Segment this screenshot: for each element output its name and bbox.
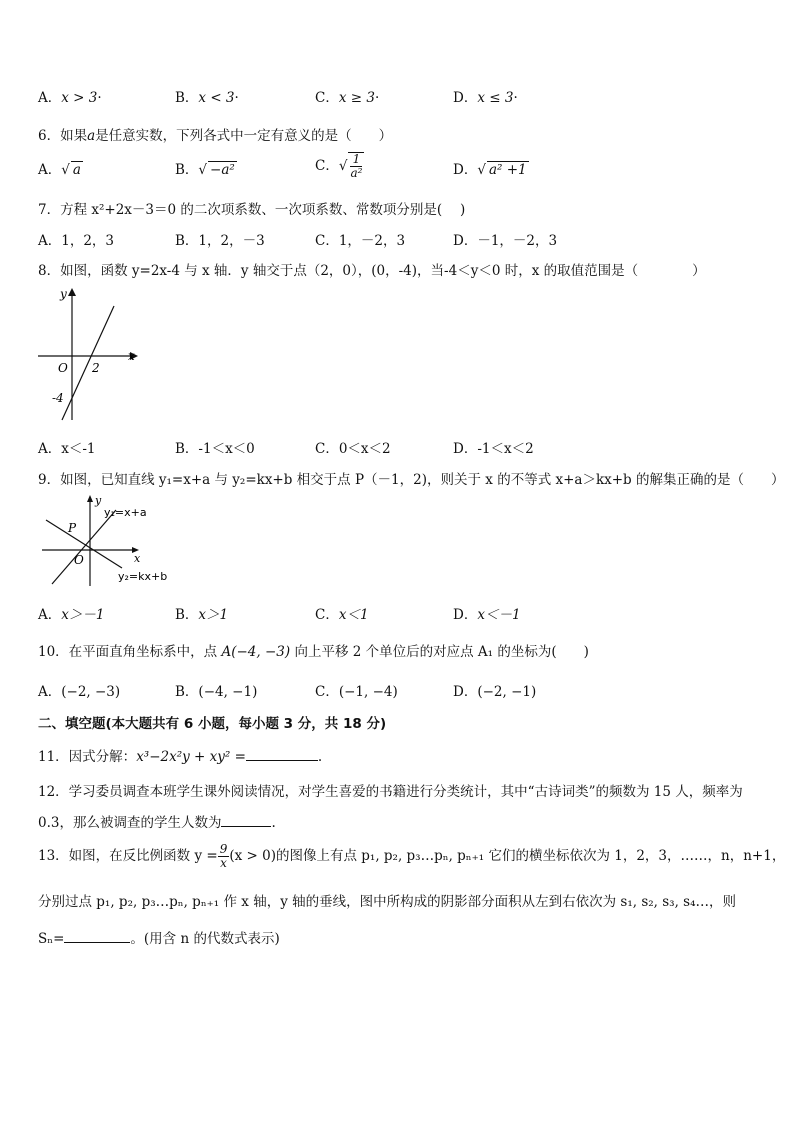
q8-y-label: y [60,287,67,301]
q8-option-c[interactable]: C．0＜x＜2 [315,441,391,457]
q11: 11．因式分解：x³−2x²y + xy² = . [38,745,322,765]
q8-stem: 8．如图，函数 y=2x-4 与 x 轴．y 轴交于点（2，0），(0，-4)，当-4＜y＜0 时，x 的取值范围是（ ） [38,263,706,279]
q9-y-label: y [95,494,102,507]
q5-option-a[interactable]: A．x > 3· [38,90,102,106]
q6-stem: 6．如果a是任意实数，下列各式中一定有意义的是（ ） [38,128,393,144]
q10-option-d[interactable]: D．(−2, −1) [453,684,537,700]
q9-option-a[interactable]: A．x＞－1 [38,607,105,623]
q8-line [62,306,114,420]
q9-graph [38,492,178,588]
q9-line1-label: y₁=x+a [104,506,147,519]
q9-stem: 9．如图，已知直线 y₁=x+a 与 y₂=kx+b 相交于点 P（－1，2)，则关于 x 的不等式 x+a＞kx+b 的解集正确的是（ ） [38,472,785,488]
q9-x-label: x [134,552,141,565]
q10-options [38,680,758,702]
q9-point-p: P [68,521,77,535]
q6-option-b[interactable]: B．√ −a² [175,162,235,178]
q9-y-arrow-icon [87,495,93,502]
q8-option-d[interactable]: D．-1＜x＜2 [453,441,534,457]
q7-option-d[interactable]: D．－1，－2，3 [453,233,558,249]
q13-line1: 13．如图，在反比例函数 y = $\frac{9}{x}$ (x > 0)的图像上有点 p₁, p₂, p₃…pₙ, pₙ₊₁ 它们的横坐标依次为 1，2，3，……，n，n+1， [38,842,786,870]
q8-y-arrow-icon [68,288,76,296]
q9-origin: O [74,553,84,567]
q6-option-a[interactable]: A．√ a [38,162,81,178]
q6-option-d[interactable]: D．√ a² +1 [453,162,527,178]
q9-line2-label: y₂=kx+b [118,570,168,583]
q5-option-b[interactable]: B．x < 3· [175,90,239,106]
q9-option-c[interactable]: C．x＜1 [315,607,369,623]
q13-line2: 分别过点 p₁, p₂, p₃…pₙ, pₙ₊₁ 作 x 轴，y 轴的垂线，图中所构成的阴影部分面积从左到右依次为 s₁, s₂, s₃, s₄…，则 [38,894,737,910]
q9-line-y1 [52,510,116,584]
q10-option-a[interactable]: A．(−2, −3) [38,684,121,700]
q7-stem: 7．方程 x²+2x－3＝0 的二次项系数、一次项系数、常数项分别是( ) [38,202,466,218]
q8-y-tick: -4 [52,391,64,405]
q13-answer-blank[interactable] [64,928,130,943]
section-title: 二、填空题(本大题共有 6 小题，每小题 3 分，共 18 分) [38,716,387,732]
q7-options [38,229,758,251]
q12-line2: 0.3，那么被调查的学生人数为 . [38,811,276,831]
q7-option-a[interactable]: A．1，2，3 [38,233,115,249]
q10-option-c[interactable]: C．(−1, −4) [315,684,398,700]
q7-option-c[interactable]: C．1，－2，3 [315,233,406,249]
q8-option-a[interactable]: A．x＜-1 [38,441,96,457]
q12-answer-blank[interactable] [221,812,271,827]
q12-line1: 12．学习委员调查本班学生课外阅读情况，对学生喜爱的书籍进行分类统计，其中“古诗词类”的频数为 15 人，频率为 [38,784,743,800]
q9-line-y2 [46,520,122,568]
q8-x-tick: 2 [92,361,100,375]
q9-option-b[interactable]: B．x＞1 [175,607,229,623]
q8-graph [34,284,144,424]
q5-options [38,86,758,108]
q6-options [38,152,758,188]
q8-x-label: x [128,349,135,363]
q8-origin: O [58,361,68,375]
q5-option-d[interactable]: D．x ≤ 3· [453,90,518,106]
q7-option-b[interactable]: B．1，2，－3 [175,233,265,249]
q9-options [38,603,758,625]
q9-option-d[interactable]: D．x＜－1 [453,607,521,623]
q8-option-b[interactable]: B．-1＜x＜0 [175,441,255,457]
q5-option-c[interactable]: C．x ≥ 3· [315,90,380,106]
q10-stem: 10．在平面直角坐标系中，点 A(−4, −3) 向上平移 2 个单位后的对应点 A₁ 的坐标为( ) [38,644,589,660]
q6-option-c[interactable]: C．√ $\frac{1}{\text{a²}}$ [315,152,363,180]
q8-options [38,437,758,459]
q13-line3: Sₙ= 。(用含 n 的代数式表示) [38,927,280,947]
q10-option-b[interactable]: B．(−4, −1) [175,684,258,700]
q11-answer-blank[interactable] [246,746,318,761]
